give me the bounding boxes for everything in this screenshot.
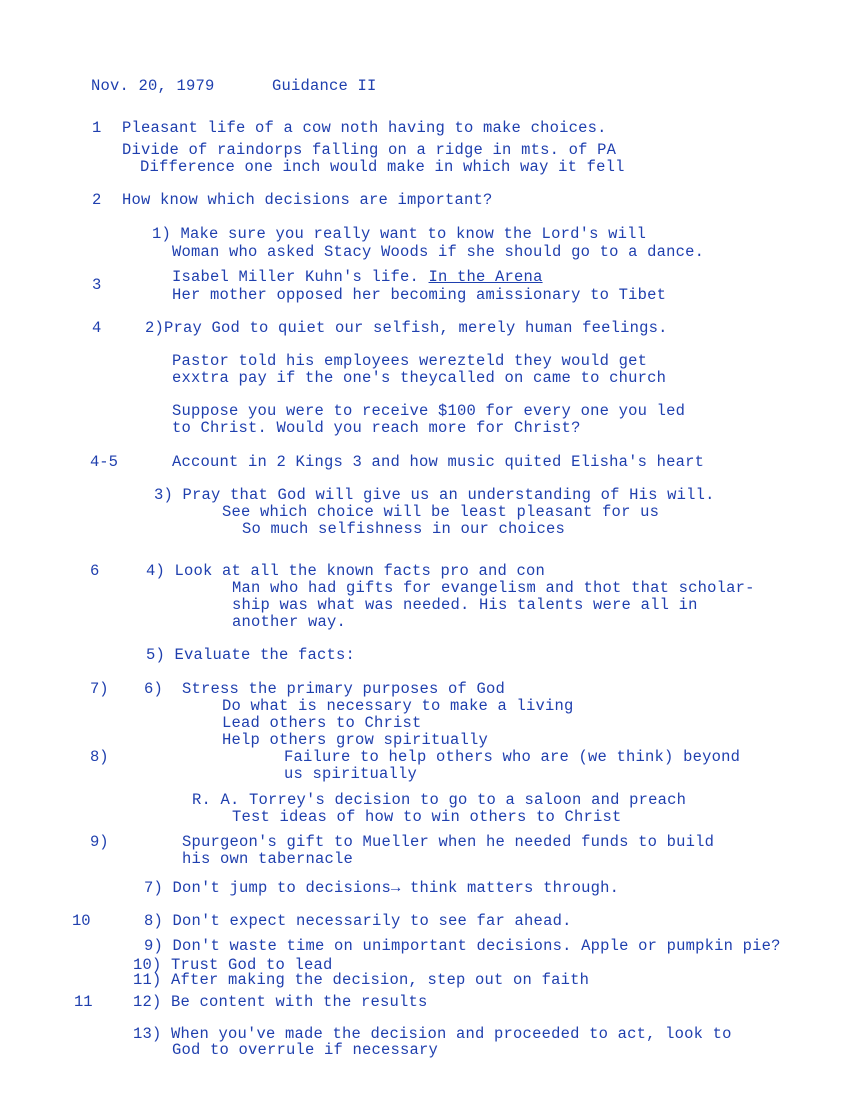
text-line: 12) Be content with the results bbox=[133, 993, 428, 1011]
text-line: God to overrule if necessary bbox=[172, 1041, 439, 1059]
text-line: exxtra pay if the one's theycalled on came to church bbox=[172, 369, 667, 387]
text-line: Lead others to Christ bbox=[222, 714, 422, 732]
text-line: 6) Stress the primary purposes of God bbox=[144, 680, 506, 698]
text-line: 8) Don't expect necessarily to see far ahead. bbox=[144, 912, 572, 930]
margin-number-7: 7) bbox=[90, 680, 109, 698]
margin-number-4-5: 4-5 bbox=[90, 453, 118, 471]
header-title: Guidance II bbox=[272, 77, 377, 95]
header-date: Nov. 20, 1979 bbox=[91, 77, 215, 95]
margin-number-2: 2 bbox=[92, 191, 102, 209]
text-line: Spurgeon's gift to Mueller when he needed funds to build bbox=[182, 833, 715, 851]
margin-number-8: 8) bbox=[90, 748, 109, 766]
text-line: Test ideas of how to win others to Christ bbox=[232, 808, 622, 826]
text-line: 13) When you've made the decision and proceeded to act, look to bbox=[133, 1025, 732, 1043]
text-line: his own tabernacle bbox=[182, 850, 354, 868]
text-line: 7) Don't jump to decisions→ think matters through. bbox=[144, 879, 620, 897]
text-line bbox=[172, 269, 543, 286]
margin-number-6: 6 bbox=[90, 562, 100, 580]
text-line: 1) Make sure you really want to know the Lord's will bbox=[152, 225, 647, 243]
text-line: Pastor told his employees werezteld they would get bbox=[172, 352, 648, 370]
text-line: So much selfishness in our choices bbox=[242, 520, 566, 538]
text-line: Pleasant life of a cow noth having to make choices. bbox=[122, 119, 607, 137]
text-line: 4) Look at all the known facts pro and con bbox=[146, 562, 546, 580]
text-line: 10) Trust God to lead bbox=[133, 956, 333, 974]
text-line: to Christ. Would you reach more for Christ? bbox=[172, 419, 581, 437]
text-line: Woman who asked Stacy Woods if she should go to a dance. bbox=[172, 243, 705, 261]
text-line: Difference one inch would make in which way it fell bbox=[140, 158, 625, 176]
text-line: Do what is necessary to make a living bbox=[222, 697, 574, 715]
text-line: See which choice will be least pleasant for us bbox=[222, 503, 660, 521]
text-line: R. A. Torrey's decision to go to a saloon and preach bbox=[192, 791, 687, 809]
margin-number-9: 9) bbox=[90, 833, 109, 851]
text-line: Account in 2 Kings 3 and how music quited Elisha's heart bbox=[172, 453, 705, 471]
margin-number-4: 4 bbox=[92, 319, 102, 337]
text-line: Suppose you were to receive $100 for every one you led bbox=[172, 402, 686, 420]
text-line: Her mother opposed her becoming amissionary to Tibet bbox=[172, 286, 667, 304]
text-line: 5) Evaluate the facts: bbox=[146, 646, 356, 664]
margin-number-3: 3 bbox=[92, 276, 102, 294]
text-line: ship was what was needed. His talents were all in bbox=[232, 596, 698, 614]
text-line: another way. bbox=[232, 613, 347, 631]
book-title-underlined: In the Arena bbox=[428, 268, 543, 286]
text-line: 2)Pray God to quiet our selfish, merely human feelings. bbox=[145, 319, 668, 337]
text-line: Divide of raindorps falling on a ridge in mts. of PA bbox=[122, 141, 617, 159]
text-line: Man who had gifts for evangelism and thot that scholar- bbox=[232, 579, 755, 597]
margin-number-11: 11 bbox=[74, 993, 93, 1011]
text-line: Failure to help others who are (we think) beyond bbox=[284, 748, 741, 766]
text-segment: Isabel Miller Kuhn's life. bbox=[172, 268, 429, 286]
margin-number-10: 10 bbox=[72, 912, 91, 930]
margin-number-1: 1 bbox=[92, 119, 102, 137]
text-line: 9) Don't waste time on unimportant decisions. Apple or pumpkin pie? bbox=[144, 937, 781, 955]
text-line: us spiritually bbox=[284, 765, 418, 783]
text-line: 3) Pray that God will give us an understanding of His will. bbox=[154, 486, 715, 504]
text-line: Help others grow spiritually bbox=[222, 731, 489, 749]
text-line: How know which decisions are important? bbox=[122, 191, 493, 209]
text-line: 11) After making the decision, step out on faith bbox=[133, 971, 590, 989]
